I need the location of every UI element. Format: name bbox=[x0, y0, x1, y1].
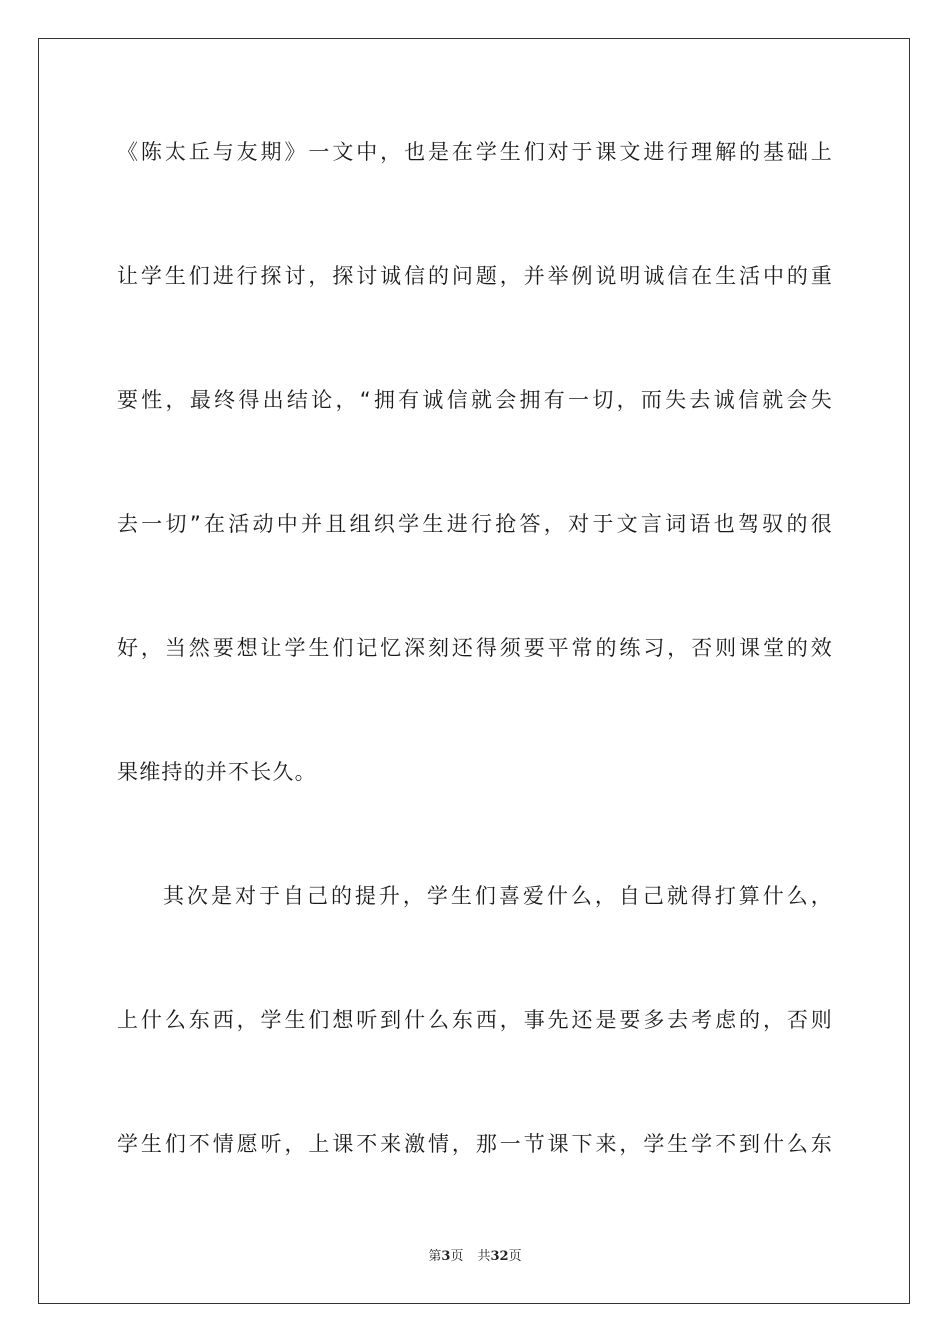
text-line: 去一切”在活动中并且组织学生进行抢答，对于文言词语也驾驭的很 bbox=[117, 512, 833, 536]
page-suffix: 页 bbox=[450, 1249, 464, 1264]
text-line: 学生们不情愿听，上课不来激情，那一节课下来，学生学不到什么东 bbox=[117, 1132, 833, 1156]
page-current: 3 bbox=[441, 1249, 451, 1264]
text-line: 好，当然要想让学生们记忆深刻还得须要平常的练习，否则课堂的效 bbox=[117, 636, 833, 660]
page-prefix: 第 bbox=[428, 1249, 442, 1264]
text-line: 其次是对于自己的提升，学生们喜爱什么，自己就得打算什么， bbox=[163, 884, 833, 908]
text-line: 《陈太丘与友期》一文中，也是在学生们对于课文进行理解的基础上 bbox=[117, 140, 833, 164]
text-line: 上什么东西，学生们想听到什么东西，事先还是要多去考虑的，否则 bbox=[117, 1008, 833, 1032]
total-suffix: 页 bbox=[508, 1249, 522, 1264]
page-footer bbox=[0, 1248, 950, 1266]
text-line: 要性，最终得出结论，“拥有诚信就会拥有一切，而失去诚信就会失 bbox=[117, 388, 833, 412]
page-total: 32 bbox=[490, 1249, 509, 1264]
page-border bbox=[38, 38, 910, 1304]
total-prefix: 共 bbox=[477, 1249, 491, 1264]
text-line: 果维持的并不长久。 bbox=[117, 760, 317, 784]
text-line: 让学生们进行探讨，探讨诚信的问题，并举例说明诚信在生活中的重 bbox=[117, 264, 833, 288]
